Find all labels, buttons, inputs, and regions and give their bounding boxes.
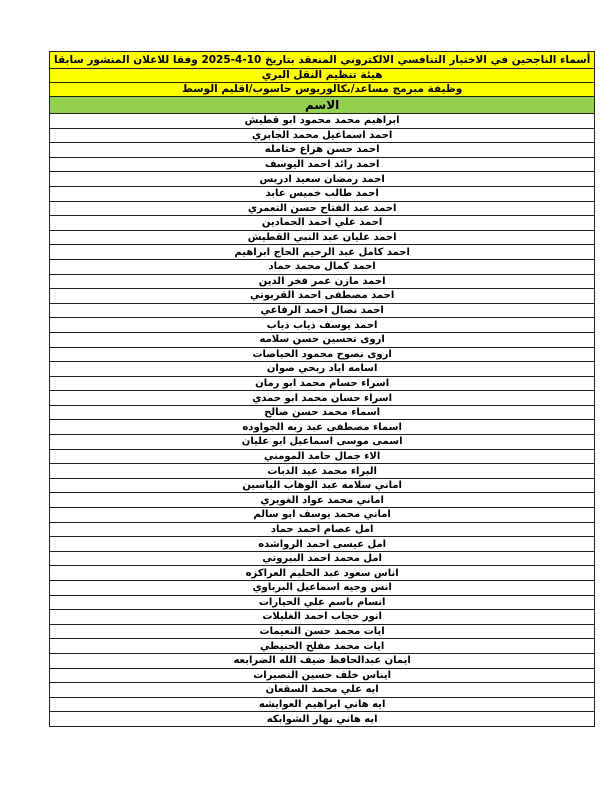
table-row	[50, 668, 595, 683]
name-cell: ايه علي محمد السقعان	[50, 683, 595, 698]
table-row	[50, 435, 595, 450]
table-row	[50, 186, 595, 201]
table-row	[50, 697, 595, 712]
table-row	[50, 653, 595, 668]
name-cell: احمد حسن هزاع حتامله	[50, 143, 595, 158]
name-cell: احمد كامل عبد الرحيم الحاج ابراهيم	[50, 245, 595, 260]
name-cell: اسماء محمد حسن صالح	[50, 405, 595, 420]
name-cell: احمد علي احمد الحمادين	[50, 216, 595, 231]
table-row	[50, 581, 595, 596]
table-row	[50, 639, 595, 654]
header-row-organization	[50, 69, 595, 83]
announcement-title: أسماء الناجحين في الاختبار التنافسي الالكتروني المنعقد بتاريخ 10-4-2025 وفقا للاعلان المنشور سابقا	[50, 52, 595, 69]
table-row	[50, 522, 595, 537]
table-row	[50, 332, 595, 347]
table-row	[50, 449, 595, 464]
organization-name: هيئة تنظيم النقل البري	[50, 69, 595, 83]
name-cell: امل عيسى احمد الرواشده	[50, 537, 595, 552]
table-row	[50, 405, 595, 420]
table-row	[50, 143, 595, 158]
table-row	[50, 318, 595, 333]
name-cell: ابراهيم محمد محمود ابو قطيش	[50, 114, 595, 129]
table-row	[50, 172, 595, 187]
name-cell: احمد مصطفى احمد القريوتي	[50, 289, 595, 304]
name-cell: ايمان عبدالحافظ ضيف الله الضرابعه	[50, 653, 595, 668]
name-cell: اماني محمد عواد الغويري	[50, 493, 595, 508]
name-cell: امل عصام احمد حماد	[50, 522, 595, 537]
header-row-position	[50, 83, 595, 97]
table-row	[50, 376, 595, 391]
table-row	[50, 551, 595, 566]
name-cell: ايات محمد حسن النعيمات	[50, 624, 595, 639]
name-cell: اسراء حسان محمد ابو حمدي	[50, 391, 595, 406]
name-cell: اسامه اياد ربحي صوان	[50, 362, 595, 377]
table-row	[50, 201, 595, 216]
table-row	[50, 420, 595, 435]
name-cell: اسماء مصطفى عبد ربه الجواوده	[50, 420, 595, 435]
table-row	[50, 493, 595, 508]
name-cell: اروى نصوح محمود الحياصات	[50, 347, 595, 362]
results-table-body	[50, 52, 595, 727]
header-row-announcement	[50, 52, 595, 69]
name-cell: احمد رمضان سعيد ادريس	[50, 172, 595, 187]
table-row	[50, 595, 595, 610]
table-row	[50, 624, 595, 639]
name-cell: احمد طالب خميس عابد	[50, 186, 595, 201]
table-row	[50, 508, 595, 523]
table-row	[50, 537, 595, 552]
table-row	[50, 128, 595, 143]
name-cell: انور حجاب احمد الغليلات	[50, 610, 595, 625]
table-row	[50, 289, 595, 304]
name-cell: احمد كمال محمد حماد	[50, 259, 595, 274]
table-row	[50, 712, 595, 727]
table-row	[50, 274, 595, 289]
column-header-name: الاسم	[50, 97, 595, 114]
name-cell: البراء محمد عيد الدبات	[50, 464, 595, 479]
name-cell: ايه هاني نهار الشوابكه	[50, 712, 595, 727]
name-cell: انس وجيه اسماعيل البرباوي	[50, 581, 595, 596]
name-cell: امل محمد احمد البيروتي	[50, 551, 595, 566]
table-row	[50, 245, 595, 260]
table-row	[50, 230, 595, 245]
table-row	[50, 566, 595, 581]
name-cell: الاء جمال حامد المومني	[50, 449, 595, 464]
table-row	[50, 391, 595, 406]
table-row	[50, 478, 595, 493]
table-row	[50, 683, 595, 698]
column-header-row	[50, 97, 595, 114]
table-row	[50, 610, 595, 625]
table-row	[50, 259, 595, 274]
table-row	[50, 362, 595, 377]
name-cell: احمد يوسف ذياب ذياب	[50, 318, 595, 333]
name-cell: اماني سلامه عبد الوهاب الياسين	[50, 478, 595, 493]
table-row	[50, 114, 595, 129]
table-row	[50, 347, 595, 362]
name-cell: احمد رائد احمد اليوسف	[50, 157, 595, 172]
name-cell: ايات محمد مفلح الحنيطي	[50, 639, 595, 654]
name-cell: انسام باسم علي الحيارات	[50, 595, 595, 610]
table-row	[50, 303, 595, 318]
name-cell: احمد عليان عبد النبي القطيش	[50, 230, 595, 245]
name-cell: احمد مازن عمر فخر الدين	[50, 274, 595, 289]
name-cell: احمد نضال احمد الرفاعي	[50, 303, 595, 318]
name-cell: احمد عبد الفتاح حسن التعمري	[50, 201, 595, 216]
table-row	[50, 464, 595, 479]
name-cell: احمد اسماعيل محمد الجابري	[50, 128, 595, 143]
name-cell: اناس سعود عبد الحليم العراكزه	[50, 566, 595, 581]
name-cell: اسمى موسى اسماعيل ابو عليان	[50, 435, 595, 450]
name-cell: اروى تحسين حسن سلامه	[50, 332, 595, 347]
name-cell: اماني محمد يوسف ابو سالم	[50, 508, 595, 523]
name-cell: اسراء حسام محمد ابو رمان	[50, 376, 595, 391]
name-cell: ايناس خلف حسين النصيرات	[50, 668, 595, 683]
name-cell: ايه هاني ابراهيم العوايشه	[50, 697, 595, 712]
table-row	[50, 157, 595, 172]
position-title: وظيفة مبرمج مساعد/بكالوريوس حاسوب/اقليم الوسط	[50, 83, 595, 97]
results-table	[49, 51, 595, 727]
table-row	[50, 216, 595, 231]
